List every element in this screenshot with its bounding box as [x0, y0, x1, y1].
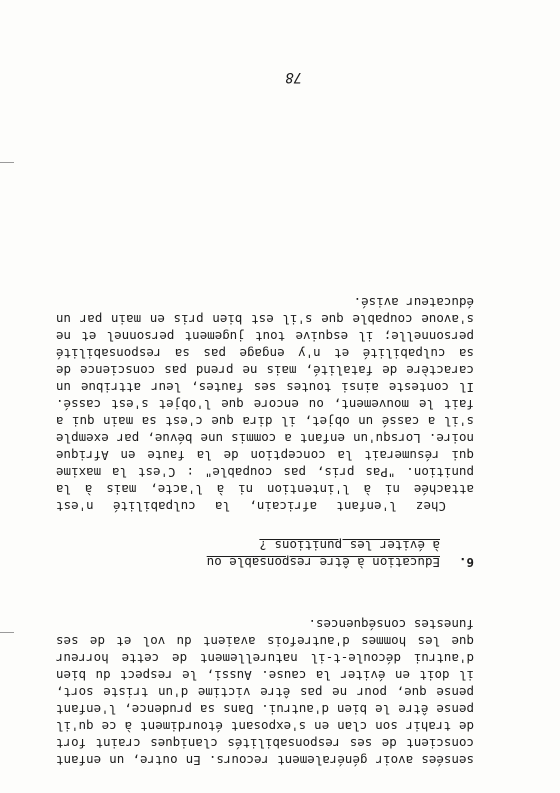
text-line: sa culpabilité et n'y engage pas sa responsabilité	[56, 346, 474, 361]
text-line: conscient de ses responsabilités claniques craint fort	[56, 736, 474, 751]
text-line: s'il a cassé un objet, il dira que c'est sa main qui a	[56, 414, 474, 429]
page-number: 78	[285, 69, 302, 85]
text-line: de trahir son clan en s'exposant étourdiment à ce qu'il	[56, 719, 474, 734]
section-number: 6.	[458, 555, 474, 570]
text-line: éducateur avisé.	[353, 295, 474, 310]
text-line: pense que, pour ne pas être victime d'un triste sort,	[56, 685, 474, 700]
text-line: Chez l'enfant africain, la culpabilité n'est	[56, 499, 446, 514]
text-line: punition. "Pas pris, pas coupable" : C'est la maxime	[56, 465, 474, 480]
text-line: qui résumerait la conception de la faute en Afrique	[56, 448, 474, 463]
section-title-line-1: Education à être responsable ou	[206, 555, 440, 570]
text-line: pense être le bien d'autrui. Dans sa prudence, l'enfant	[56, 702, 474, 717]
section-title-line-2: à éviter les punitions ?	[259, 538, 440, 553]
text-line: sensées avoir généralement recours. En outre, un enfant	[56, 753, 474, 768]
text-line: Il conteste ainsi toutes ses fautes, leur attribue un	[56, 380, 474, 395]
text-line: d'autrui découle-t-il naturellement de cette horreur	[56, 651, 474, 666]
text-line: s'avoue coupable que s'il est bien pris en main par un	[56, 312, 474, 327]
text-line: noire. Lorsqu'un enfant a commis une bévue, par exemple	[56, 431, 474, 446]
text-line: caractère de fatalité, mais ne prend pas conscience de	[56, 363, 474, 378]
text-line: fait le mouvement, ou encore que l'objet s'est cassé.	[56, 397, 474, 412]
edge-mark	[0, 162, 14, 163]
text-line: attachée ni à l'intention ni à l'acte, mais à la	[56, 482, 474, 497]
edge-mark	[0, 632, 14, 633]
text-line: personnelle; il esquive tout jugement personnel et ne	[56, 329, 474, 344]
text-line: que les hommes d'autrefois avaient du vol et de ses	[56, 634, 474, 649]
text-line: il doit en éviter la cause. Aussi, le respect du bien	[56, 668, 474, 683]
text-line: funestes conséquences.	[308, 617, 474, 632]
